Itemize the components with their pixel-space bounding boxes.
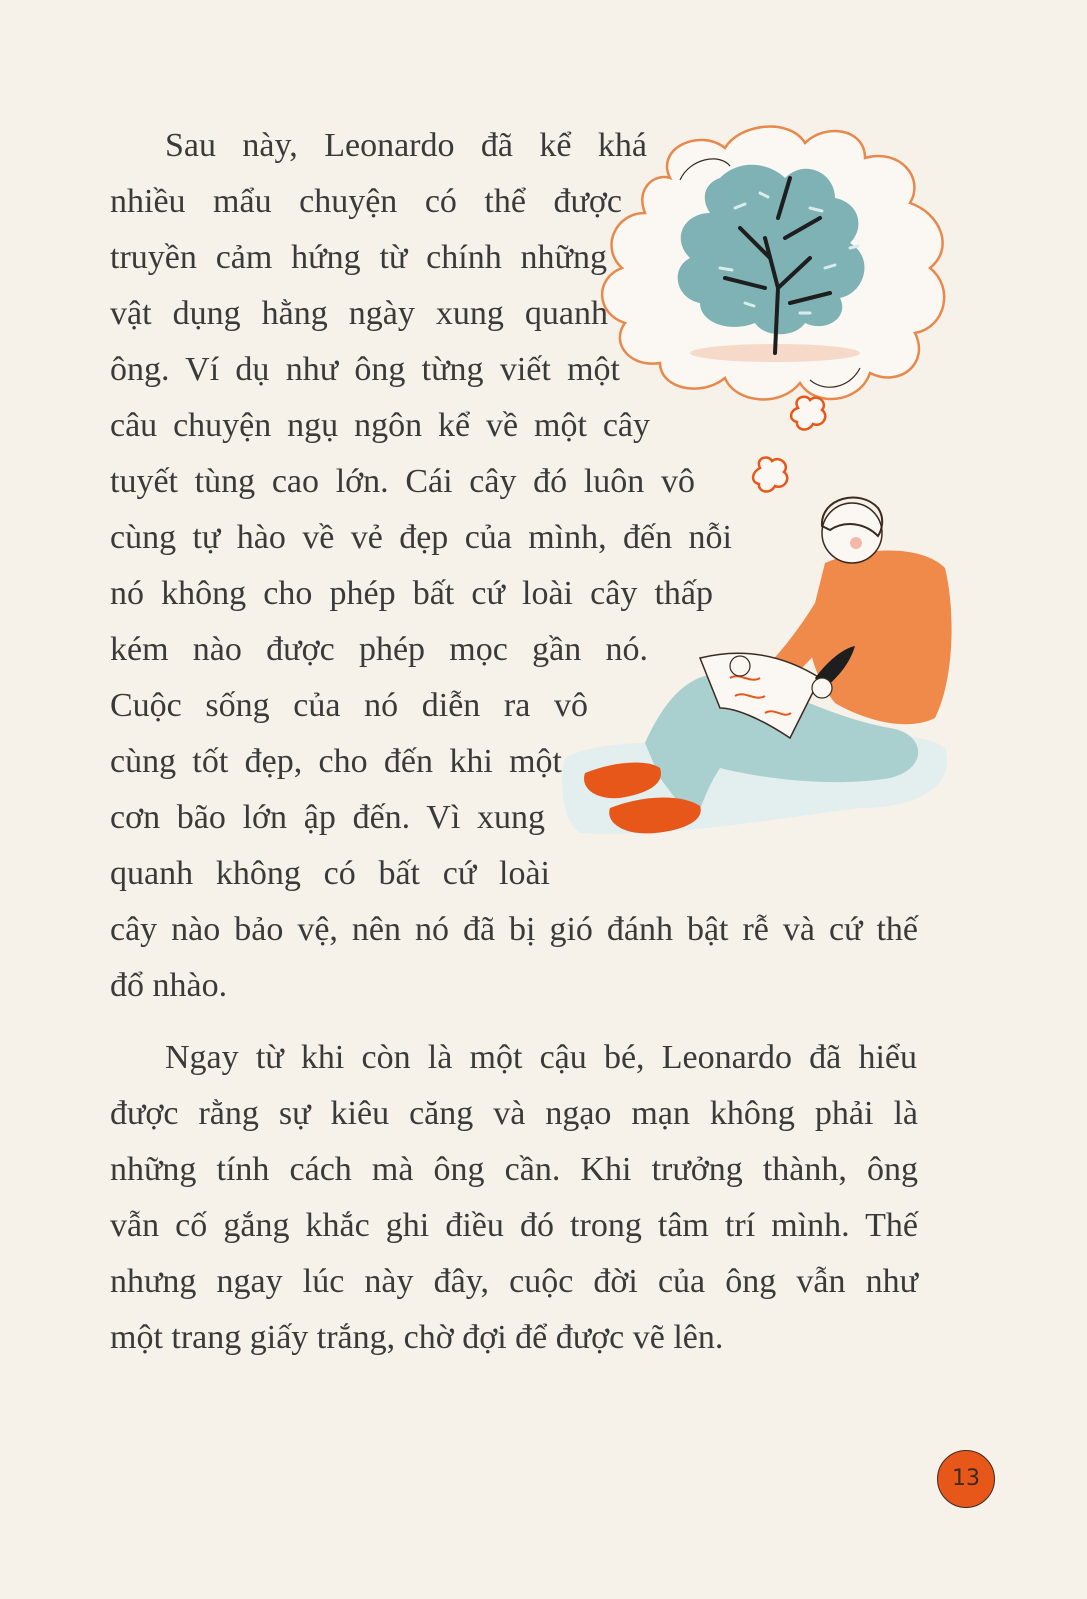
- page-number: 13: [952, 1466, 980, 1491]
- text-line: truyền cảm hứng từ chính những: [110, 239, 607, 276]
- paragraph-2: [110, 1030, 940, 1366]
- text-line: Cuộc sống của nó diễn ra vô: [110, 687, 588, 724]
- text-line: cùng tự hào về vẻ đẹp của mình, đến nỗi: [110, 519, 732, 556]
- text-line: vật dụng hằng ngày xung quanh: [110, 295, 608, 332]
- text-line: đổ nhào.: [110, 967, 228, 1004]
- text-line: nó không cho phép bất cứ loài cây thấp: [110, 575, 713, 612]
- text-line: Ngay từ khi còn là một cậu bé, Leonardo đã hiểu: [165, 1039, 917, 1076]
- text-line: tuyết tùng cao lớn. Cái cây đó luôn vô: [110, 463, 695, 500]
- text-line: Sau này, Leonardo đã kể khá: [165, 127, 647, 164]
- text-line: kém nào được phép mọc gần nó.: [110, 631, 648, 668]
- text-line: cơn bão lớn ập đến. Vì xung: [110, 799, 545, 836]
- text-line: ông. Ví dụ như ông từng viết một: [110, 351, 620, 388]
- text-line: cây nào bảo vệ, nên nó đã bị gió đánh bật rễ và cứ thế: [110, 911, 918, 948]
- page-number-badge: [937, 1450, 995, 1508]
- text-line: được rằng sự kiêu căng và ngạo mạn không phải là: [110, 1095, 918, 1132]
- text-line: nhưng ngay lúc này đây, cuộc đời của ông vẫn như: [110, 1263, 918, 1300]
- text-line: câu chuyện ngụ ngôn kể về một cây: [110, 407, 650, 444]
- text-line: vẫn cố gắng khắc ghi điều đó trong tâm trí mình. Thế: [110, 1207, 918, 1244]
- text-line: quanh không có bất cứ loài: [110, 855, 550, 892]
- text-line: nhiều mẩu chuyện có thể được: [110, 183, 622, 220]
- text-line: cùng tốt đẹp, cho đến khi một: [110, 743, 562, 780]
- text-line: một trang giấy trắng, chờ đợi để được vẽ lên.: [110, 1319, 724, 1356]
- text-line: những tính cách mà ông cần. Khi trưởng thành, ông: [110, 1151, 918, 1188]
- body-text: [110, 118, 940, 1366]
- paragraph-1: [110, 118, 940, 1014]
